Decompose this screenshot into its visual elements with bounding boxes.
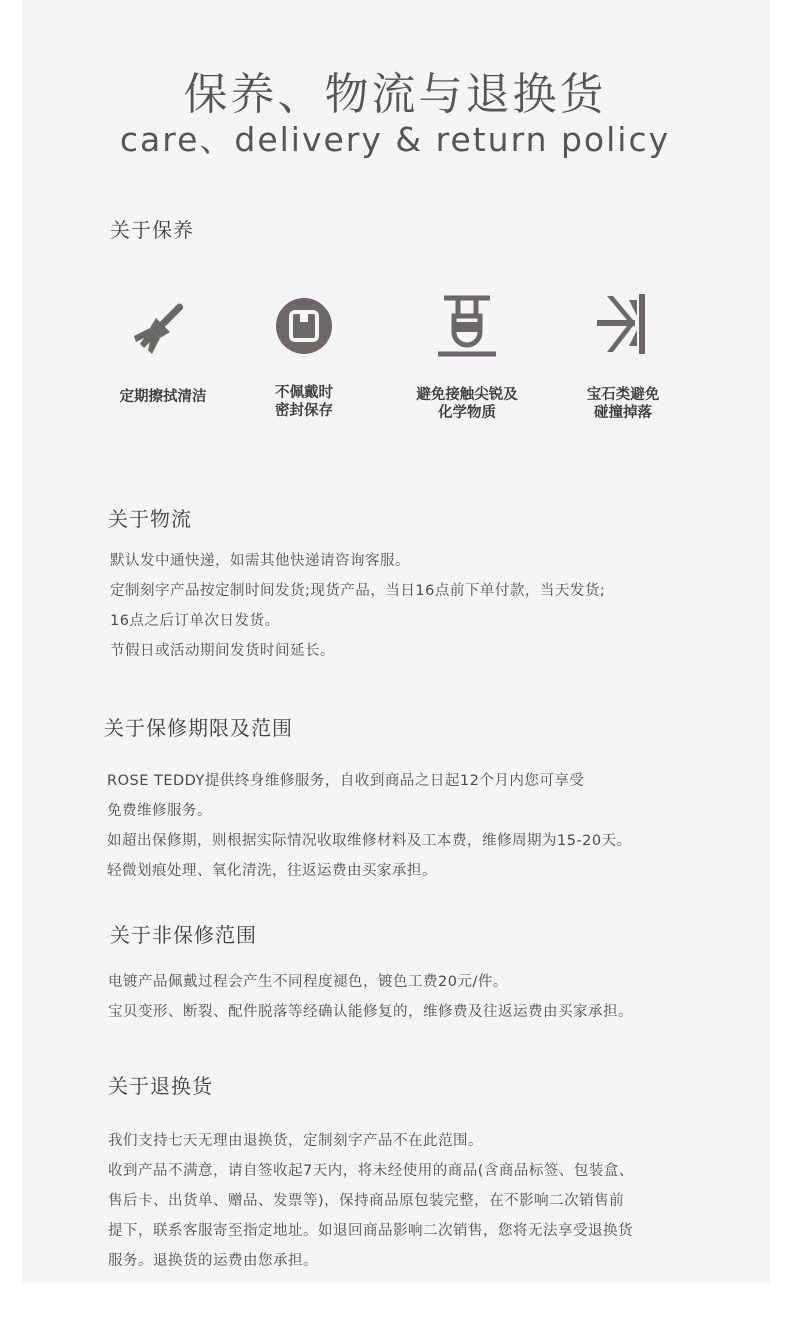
- page-subtitle: care、delivery & return policy: [119, 120, 671, 159]
- page-title: 保养、物流与退换货: [183, 69, 607, 120]
- warranty-text: [107, 766, 632, 886]
- care-item-chemical: [392, 292, 542, 422]
- box-icon: [274, 296, 334, 356]
- text-line: 服务。退换货的运费由您承担。: [108, 1253, 318, 1269]
- flask-icon: [434, 292, 500, 358]
- text-line: 定制刻字产品按定制时间发货;现货产品，当日16点前下单付款，当天发货;: [110, 583, 606, 599]
- text-line: 轻微划痕处理、氧化清洗，往返运费由买家承担。: [107, 863, 437, 879]
- care-item-label: 定期擦拭清洁: [119, 389, 207, 405]
- non-warranty-text: [108, 967, 633, 1027]
- text-line: 16点之后订单次日发货。: [110, 613, 280, 629]
- text-line: 售后卡、出货单、赠品、发票等)，保持商品原包装完整，在不影响二次销售前: [108, 1193, 625, 1209]
- text-line: 默认发中通快递，如需其他快递请咨询客服。: [110, 553, 410, 569]
- logistics-text: [110, 546, 605, 666]
- text-line: 我们支持七天无理由退换货，定制刻字产品不在此范围。: [108, 1133, 483, 1149]
- care-item-label: 化学物质: [438, 405, 496, 421]
- care-item-clean: [88, 292, 238, 406]
- care-item-seal: [229, 296, 379, 420]
- care-item-label: 密封保存: [275, 403, 333, 419]
- care-heading: 关于保养: [110, 218, 194, 242]
- returns-heading: 关于退换货: [108, 1074, 213, 1098]
- text-line: 电镀产品佩戴过程会产生不同程度褪色，镀色工费20元/件。: [108, 974, 508, 990]
- text-line: 收到产品不满意，请自签收起7天内，将未经使用的商品(含商品标签、包装盒、: [108, 1163, 634, 1179]
- care-item-label: 避免接触尖锐及: [416, 387, 518, 403]
- warranty-heading: 关于保修期限及范围: [104, 716, 293, 740]
- text-line: 免费维修服务。: [107, 803, 212, 819]
- care-item-label: 宝石类避免: [586, 387, 660, 403]
- broom-icon: [130, 292, 196, 358]
- non-warranty-heading: 关于非保修范围: [110, 923, 257, 947]
- care-item-label: 不佩戴时: [275, 385, 333, 401]
- text-line: ROSE TEDDY提供终身维修服务，自收到商品之日起12个月内您可享受: [107, 773, 585, 789]
- text-line: 提下，联系客服寄至指定地址。如退回商品影响二次销售，您将无法享受退换货: [108, 1223, 633, 1239]
- care-item-label: 碰撞掉落: [594, 405, 652, 421]
- care-item-protect: [548, 290, 698, 422]
- collision-icon: [593, 290, 653, 358]
- text-line: 如超出保修期，则根据实际情况收取维修材料及工本费，维修周期为15-20天。: [107, 833, 632, 849]
- text-line: 宝贝变形、断裂、配件脱落等经确认能修复的，维修费及往返运费由买家承担。: [108, 1004, 633, 1020]
- logistics-heading: 关于物流: [108, 507, 192, 531]
- text-line: 节假日或活动期间发货时间延长。: [110, 643, 335, 659]
- returns-text: [108, 1126, 634, 1276]
